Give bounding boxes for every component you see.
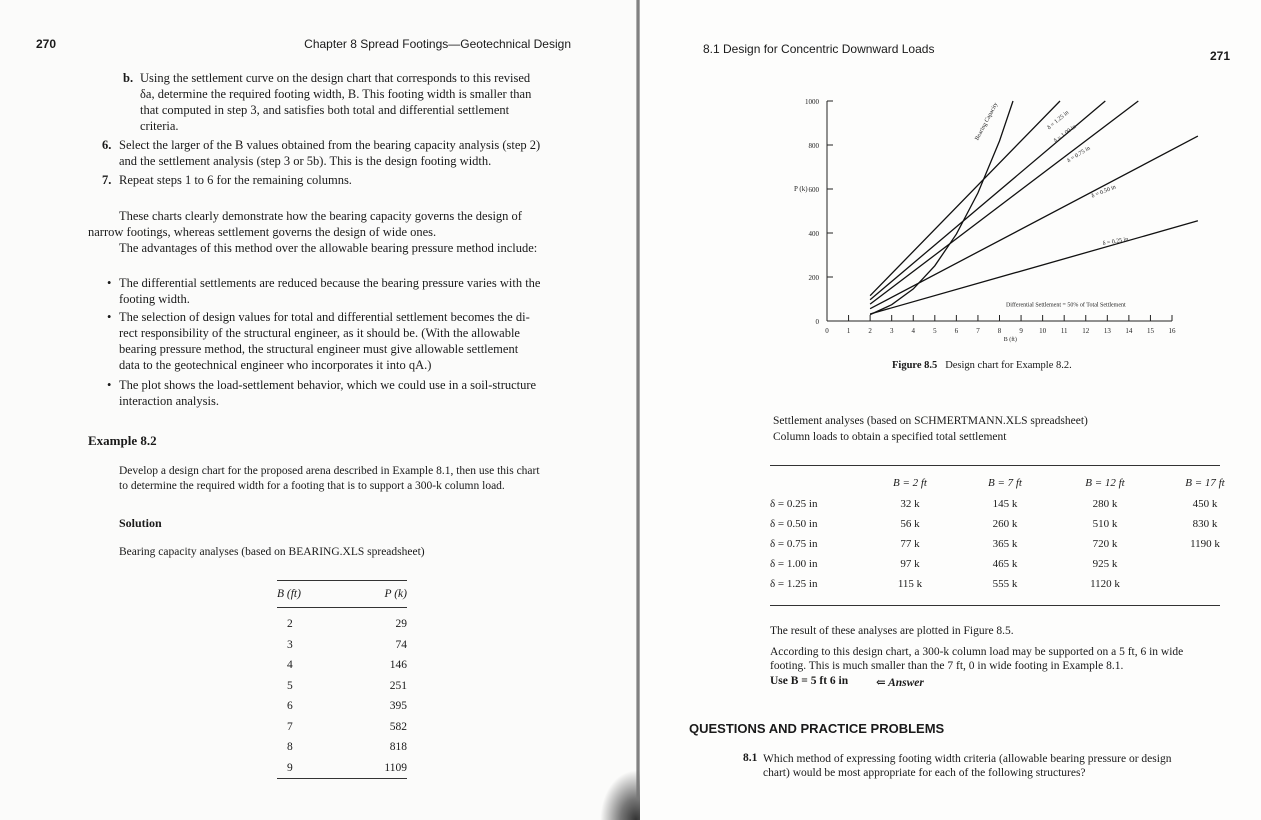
table-cell: 5 <box>287 679 293 692</box>
y-tick-label: 800 <box>808 142 819 150</box>
page-number-right: 271 <box>1210 49 1231 63</box>
table-cell: 4 <box>287 659 293 672</box>
running-head-right: 8.1 Design for Concentric Downward Loads <box>703 42 935 56</box>
x-tick-label: 16 <box>1168 327 1176 335</box>
header-cell: B (ft) <box>277 588 301 600</box>
bullet-line: • The plot shows the load-settlement behavior, which we could use in a soil-structure <box>119 378 537 392</box>
table-cell: 720 k <box>1092 538 1118 550</box>
page-number-left: 270 <box>36 37 57 51</box>
question-line: Which method of expressing footing width criteria (allowable bearing pressure or design <box>763 753 1172 765</box>
x-tick-label: 14 <box>1125 327 1133 335</box>
table-rule <box>277 778 407 779</box>
x-tick-label: 11 <box>1060 327 1068 335</box>
x-tick-label: 13 <box>1103 327 1111 335</box>
table-cell: 830 k <box>1192 518 1218 530</box>
settlement-caption-line: Settlement analyses (based on SCHMERTMANN.XLS spreadsheet) <box>773 415 1088 427</box>
table-cell: 365 k <box>992 538 1018 550</box>
x-tick-label: 2 <box>868 327 872 335</box>
bullet-line: interaction analysis. <box>119 394 219 408</box>
paragraph-line: These charts clearly demonstrate how the bearing capacity governs the design of <box>119 209 522 223</box>
table-cell: 32 k <box>900 498 920 510</box>
bullet-selection <box>119 309 571 373</box>
series-label: δ = 1.00 in <box>1053 124 1078 145</box>
paragraph-advantages: The advantages of this method over the allowable bearing pressure method include: <box>119 241 538 255</box>
page-shadow <box>600 770 640 820</box>
step-6-line: and the settlement analysis (step 3 or 5b). This is the design footing width. <box>119 154 492 168</box>
table-cell: 9 <box>287 761 293 774</box>
bullet-plot <box>119 377 571 409</box>
table-cell: 115 k <box>897 578 923 590</box>
step-b-line: that computed in step 3, and satisfies both total and differential settlement <box>140 103 510 117</box>
table-cell: δ = 0.25 in <box>770 498 818 510</box>
step-b-line: Using the settlement curve on the design chart that corresponds to this revised <box>140 71 531 85</box>
table-cell: 97 k <box>900 558 920 570</box>
bullet-line: data to the geotechnical engineer who incorporates it into qA.) <box>119 358 432 372</box>
x-tick-label: 10 <box>1039 327 1047 335</box>
question-text <box>763 752 1223 780</box>
settlement-caption-line: Column loads to obtain a specified total settlement <box>773 431 1007 443</box>
bullet-line: footing width. <box>119 292 190 306</box>
x-tick-label: 5 <box>933 327 937 335</box>
series-line <box>870 101 1060 296</box>
question-line: chart) would be most appropriate for each of the following structures? <box>763 767 1086 779</box>
step-6-label: 6. <box>102 138 112 152</box>
table-cell: 145 k <box>992 498 1018 510</box>
bullet-line: rect responsibility of the structural engineer, as it should be. (With the allowable <box>119 326 520 340</box>
series-label: δ = 0.75 in <box>1066 145 1092 165</box>
table-row <box>277 614 407 635</box>
chart-annotation: Differential Settlement = 50% of Total Settlement <box>1005 302 1126 309</box>
bullet-line: • The selection of design values for total and differential settlement becomes the di- <box>119 310 530 324</box>
table-cell: 6 <box>287 700 293 713</box>
header-cell: B = 7 ft <box>987 477 1022 489</box>
step-7 <box>102 172 571 188</box>
use-line: Use B = 5 ft 6 in <box>770 675 849 687</box>
example-line: Develop a design chart for the proposed arena described in Example 8.1, then use this chart <box>119 465 540 477</box>
table-row <box>277 676 407 697</box>
y-tick-label: 400 <box>808 230 819 238</box>
table-cell: 1190 k <box>1190 538 1220 550</box>
table-cell: 818 <box>389 741 407 754</box>
table-cell: 395 <box>389 700 407 713</box>
table-cell: 1109 <box>384 761 407 774</box>
x-tick-label: 7 <box>976 327 980 335</box>
table-cell: 1120 k <box>1090 578 1120 590</box>
x-tick-label: 0 <box>825 327 829 335</box>
table-row <box>277 758 407 779</box>
table-cell: 260 k <box>992 518 1018 530</box>
table-row <box>277 635 407 656</box>
chart-series <box>870 101 1198 315</box>
bearing-table <box>277 580 407 779</box>
step-6-line: Select the larger of the B values obtained from the bearing capacity analysis (step 2) <box>119 138 541 152</box>
x-tick-label: 6 <box>954 327 959 335</box>
bearing-table-body <box>277 614 407 779</box>
example-line: to determine the required width for a footing that is to support a 300-k column load. <box>119 480 505 492</box>
x-axis-label: B (ft) <box>1003 337 1017 343</box>
table-cell: 582 <box>389 720 407 733</box>
y-tick-label: 600 <box>808 186 819 194</box>
table-row <box>277 717 407 738</box>
series-label: δ = 1.25 in <box>1046 109 1071 132</box>
step-7-text: Repeat steps 1 to 6 for the remaining columns. <box>119 173 352 187</box>
running-head-left: Chapter 8 Spread Footings—Geotechnical Design <box>304 37 571 51</box>
series-label: Bearing Capacity <box>974 101 1000 142</box>
table-cell: 251 <box>389 679 407 692</box>
table-row <box>277 696 407 717</box>
figure-caption-label: Figure 8.5 <box>892 360 938 371</box>
header-cell: B = 17 ft <box>1185 477 1225 489</box>
questions-heading: QUESTIONS AND PRACTICE PROBLEMS <box>689 721 945 736</box>
conclusion <box>770 645 1230 673</box>
table-cell: δ = 1.00 in <box>770 558 818 570</box>
table-cell: δ = 0.50 in <box>770 518 818 530</box>
table-cell: δ = 1.25 in <box>770 578 818 590</box>
x-tick-label: 8 <box>997 327 1002 335</box>
table-cell: 74 <box>395 638 407 651</box>
settlement-caption <box>773 413 1088 445</box>
table-row <box>277 655 407 676</box>
series-label: δ = 0.50 in <box>1090 184 1117 200</box>
question-number: 8.1 <box>743 752 758 764</box>
header-cell: B = 12 ft <box>1085 477 1125 489</box>
result-line: The result of these analyses are plotted in Figure 8.5. <box>770 625 1014 637</box>
header-cell: P (k) <box>384 588 407 600</box>
table-cell: 510 k <box>1092 518 1118 530</box>
example-title: Example 8.2 <box>88 433 157 448</box>
x-tick-label: 3 <box>889 327 894 335</box>
table-cell: δ = 0.75 in <box>770 538 818 550</box>
conclusion-line: footing. This is much smaller than the 7 ft, 0 in wide footing in Example 8.1. <box>770 660 1124 672</box>
table-cell: 8 <box>287 741 293 754</box>
table-cell: 56 k <box>900 518 920 530</box>
table-cell: 555 k <box>992 578 1018 590</box>
table-row <box>277 737 407 758</box>
paragraph-charts <box>88 208 571 256</box>
table-cell: 280 k <box>1092 498 1118 510</box>
figure-caption-text: Design chart for Example 8.2. <box>945 360 1072 371</box>
figure-caption <box>892 360 1072 371</box>
conclusion-line: According to this design chart, a 300-k column load may be supported on a 5 ft, 6 in wide <box>770 646 1184 658</box>
step-b-line: criteria. <box>140 119 179 133</box>
table-cell: 146 <box>389 659 407 672</box>
y-tick-label: 0 <box>815 318 819 326</box>
x-tick-label: 15 <box>1146 327 1154 335</box>
y-axis-label: P (k) <box>794 185 808 194</box>
step-6 <box>102 137 571 169</box>
table-cell: 465 k <box>992 558 1018 570</box>
table-cell: 450 k <box>1192 498 1218 510</box>
table-cell: 925 k <box>1092 558 1118 570</box>
table-cell: 3 <box>287 638 293 651</box>
x-tick-label: 4 <box>911 327 915 335</box>
x-tick-label: 1 <box>846 327 851 335</box>
bullet-line: • The differential settlements are reduced because the bearing pressure varies with the <box>119 276 541 290</box>
answer-label: ⇐ Answer <box>876 677 924 689</box>
table-cell: 2 <box>287 618 293 631</box>
bullet-line: bearing pressure method, the structural engineer must give allowable settlement <box>119 342 519 356</box>
y-tick-label: 1000 <box>805 98 819 106</box>
table-cell: 7 <box>287 720 293 733</box>
solution-label: Solution <box>119 516 162 530</box>
bearing-caption: Bearing capacity analyses (based on BEARING.XLS spreadsheet) <box>119 546 425 558</box>
y-tick-label: 200 <box>808 274 819 282</box>
step-b-line: δa, determine the required footing width, B. This footing width is smaller than <box>140 87 532 101</box>
step-7-label: 7. <box>102 173 112 187</box>
bullet-differential <box>119 275 571 307</box>
series-line <box>870 101 1013 315</box>
step-b-label: b. <box>123 71 134 85</box>
example-statement <box>119 464 579 494</box>
series-line <box>870 101 1138 304</box>
paragraph-line: narrow footings, whereas settlement governs the design of wide ones. <box>88 225 437 239</box>
table-cell: 77 k <box>900 538 920 550</box>
step-b <box>123 70 571 134</box>
x-tick-label: 9 <box>1019 327 1023 335</box>
header-cell: B = 2 ft <box>892 477 927 489</box>
bearing-table-header <box>277 580 407 608</box>
x-tick-label: 12 <box>1082 327 1090 335</box>
series-label: δ = 0.25 in <box>1102 236 1129 248</box>
design-chart <box>780 82 1200 352</box>
table-cell: 29 <box>395 618 407 631</box>
